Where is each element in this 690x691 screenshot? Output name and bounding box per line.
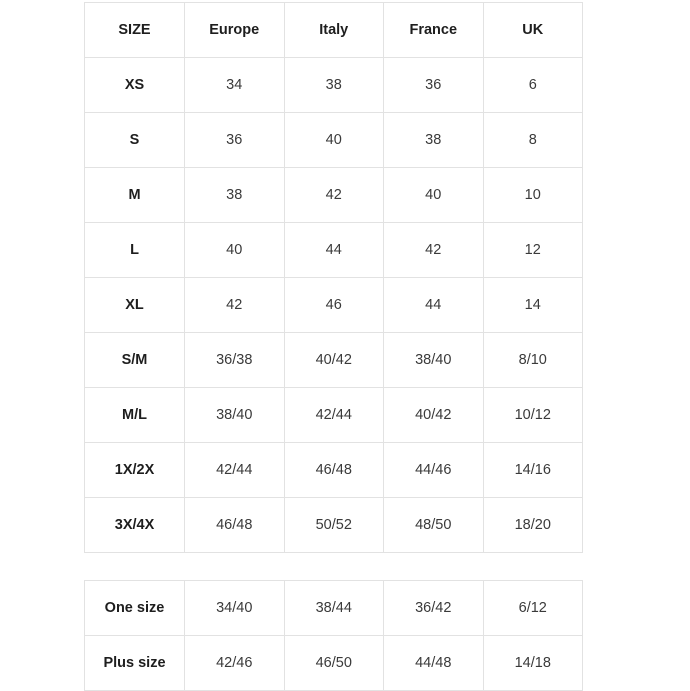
cell-3x-4x-france: 48/50: [384, 498, 484, 553]
cell-xl-italy: 46: [284, 278, 384, 333]
cell-3x-4x-italy: 50/52: [284, 498, 384, 553]
row-label-xl: XL: [85, 278, 185, 333]
column-header-france: France: [384, 3, 484, 58]
row-label-s: S: [85, 113, 185, 168]
table-row: [85, 278, 583, 333]
cell-m-uk: 10: [483, 168, 583, 223]
cell-xs-europe: 34: [185, 58, 285, 113]
table-row: [85, 581, 583, 636]
table-row: [85, 168, 583, 223]
table-row: [85, 58, 583, 113]
cell-m-l-france: 40/42: [384, 388, 484, 443]
cell-m-europe: 38: [185, 168, 285, 223]
table-row: [85, 333, 583, 388]
cell-plus-size-france: 44/48: [384, 636, 484, 691]
cell-s-m-uk: 8/10: [483, 333, 583, 388]
cell-one-size-europe: 34/40: [185, 581, 285, 636]
cell-3x-4x-uk: 18/20: [483, 498, 583, 553]
cell-m-france: 40: [384, 168, 484, 223]
cell-3x-4x-europe: 46/48: [185, 498, 285, 553]
cell-one-size-uk: 6/12: [483, 581, 583, 636]
cell-l-italy: 44: [284, 223, 384, 278]
cell-plus-size-italy: 46/50: [284, 636, 384, 691]
cell-l-europe: 40: [185, 223, 285, 278]
cell-one-size-italy: 38/44: [284, 581, 384, 636]
table-row: [85, 388, 583, 443]
row-label-m: M: [85, 168, 185, 223]
row-label-m-l: M/L: [85, 388, 185, 443]
cell-m-l-italy: 42/44: [284, 388, 384, 443]
cell-1x-2x-italy: 46/48: [284, 443, 384, 498]
cell-plus-size-europe: 42/46: [185, 636, 285, 691]
cell-xl-uk: 14: [483, 278, 583, 333]
table-row: [85, 223, 583, 278]
table-row: [85, 113, 583, 168]
cell-l-france: 42: [384, 223, 484, 278]
column-header-italy: Italy: [284, 3, 384, 58]
cell-plus-size-uk: 14/18: [483, 636, 583, 691]
cell-xl-france: 44: [384, 278, 484, 333]
row-label-one-size: One size: [85, 581, 185, 636]
column-header-size: SIZE: [85, 3, 185, 58]
cell-1x-2x-france: 44/46: [384, 443, 484, 498]
cell-s-france: 38: [384, 113, 484, 168]
cell-xs-italy: 38: [284, 58, 384, 113]
row-label-1x-2x: 1X/2X: [85, 443, 185, 498]
secondary-size-table: [84, 580, 583, 691]
table-row: [85, 636, 583, 691]
row-label-plus-size: Plus size: [85, 636, 185, 691]
table-header-row: [85, 3, 583, 58]
cell-m-italy: 42: [284, 168, 384, 223]
table-row: [85, 443, 583, 498]
cell-s-italy: 40: [284, 113, 384, 168]
column-header-uk: UK: [483, 3, 583, 58]
row-label-3x-4x: 3X/4X: [85, 498, 185, 553]
cell-1x-2x-uk: 14/16: [483, 443, 583, 498]
cell-m-l-uk: 10/12: [483, 388, 583, 443]
cell-m-l-europe: 38/40: [185, 388, 285, 443]
cell-l-uk: 12: [483, 223, 583, 278]
cell-s-uk: 8: [483, 113, 583, 168]
cell-s-europe: 36: [185, 113, 285, 168]
row-label-s-m: S/M: [85, 333, 185, 388]
main-size-table-wrapper: [84, 0, 606, 553]
cell-xs-france: 36: [384, 58, 484, 113]
cell-s-m-italy: 40/42: [284, 333, 384, 388]
cell-xl-europe: 42: [185, 278, 285, 333]
table-row: [85, 498, 583, 553]
main-table-header: [85, 3, 583, 58]
cell-s-m-europe: 36/38: [185, 333, 285, 388]
column-header-europe: Europe: [185, 3, 285, 58]
main-size-table: [84, 2, 583, 553]
cell-one-size-france: 36/42: [384, 581, 484, 636]
secondary-size-table-wrapper: [84, 580, 606, 691]
secondary-table-body: [85, 581, 583, 691]
main-table-body: [85, 58, 583, 553]
row-label-l: L: [85, 223, 185, 278]
cell-xs-uk: 6: [483, 58, 583, 113]
cell-s-m-france: 38/40: [384, 333, 484, 388]
cell-1x-2x-europe: 42/44: [185, 443, 285, 498]
row-label-xs: XS: [85, 58, 185, 113]
